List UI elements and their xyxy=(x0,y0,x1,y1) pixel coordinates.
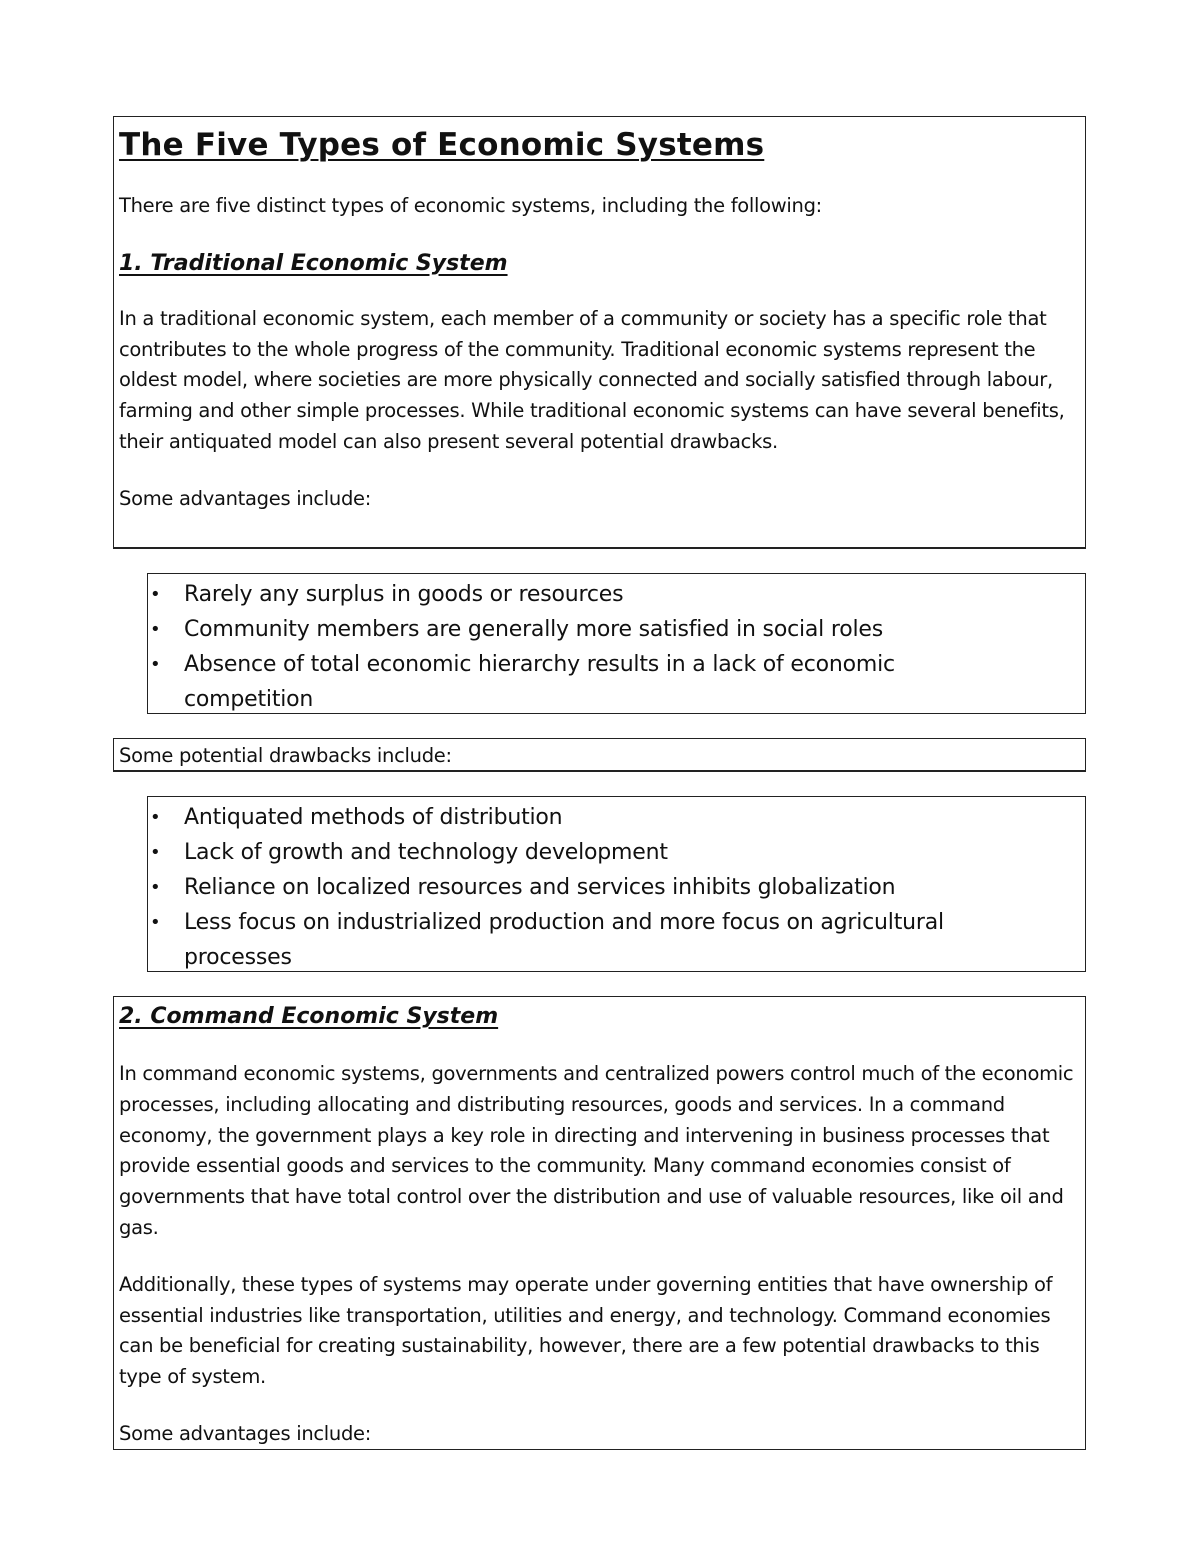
list-item: • Rarely any surplus in goods or resources xyxy=(148,577,945,612)
section-2-box xyxy=(113,996,1086,1450)
section-2-advantages-label: Some advantages include: xyxy=(119,1421,372,1445)
intro-text: There are five distinct types of economic systems, including the following: xyxy=(119,194,822,217)
section-1-drawbacks-label: Some potential drawbacks include: xyxy=(119,744,452,767)
section-1-advantages-label: Some advantages include: xyxy=(119,486,372,510)
list-item: • Less focus on industrialized production and more focus on agricultural processes xyxy=(148,905,1005,975)
list-item: • Absence of total economic hierarchy results in a lack of economic competition xyxy=(148,647,945,717)
section-2-paragraph-1: In command economic systems, governments and centralized powers control much of the economic processes, including allocating and distributing resources, goods and services. In a command economy, the government plays a key role in directing and intervening in business processes that provide essential goods and services to the community. Many command economies consist of governments that have total control over the distribution and use of valuable resources, like oil and gas. xyxy=(119,1062,1074,1239)
section-1-drawbacks-list-box xyxy=(147,796,1086,972)
section-1-advantages-list xyxy=(148,577,945,717)
section-2-heading: 2. Command Economic System xyxy=(119,1004,499,1029)
section-1-heading: 1. Traditional Economic System xyxy=(119,250,508,276)
list-item: • Community members are generally more satisfied in social roles xyxy=(148,612,945,647)
section-1-drawbacks-label-box xyxy=(113,738,1086,772)
section-2-paragraph-2: Additionally, these types of systems may operate under governing entities that have ownership of essential industries like transportation, utilities and energy, and technology. Command economies can be beneficial for creating sustainability, however, there are a few potential drawbacks to this type of system. xyxy=(119,1272,1053,1389)
section-1-box xyxy=(113,116,1086,549)
list-item: • Lack of growth and technology development xyxy=(148,835,1005,870)
section-1-advantages-list-box xyxy=(147,573,1086,714)
section-1-paragraph: In a traditional economic system, each member of a community or society has a specific role that contributes to the whole progress of the community. Traditional economic systems represent the oldest model, where societies are more physically connected and socially satisfied through labour, farming and other simple processes. While traditional economic systems can have several benefits, their antiquated model can also present several potential drawbacks. xyxy=(119,306,1065,453)
list-item: • Reliance on localized resources and services inhibits globalization xyxy=(148,870,1005,905)
list-item: • Antiquated methods of distribution xyxy=(148,800,1005,835)
page-title: The Five Types of Economic Systems xyxy=(119,127,765,163)
section-1-drawbacks-list xyxy=(148,800,1005,975)
